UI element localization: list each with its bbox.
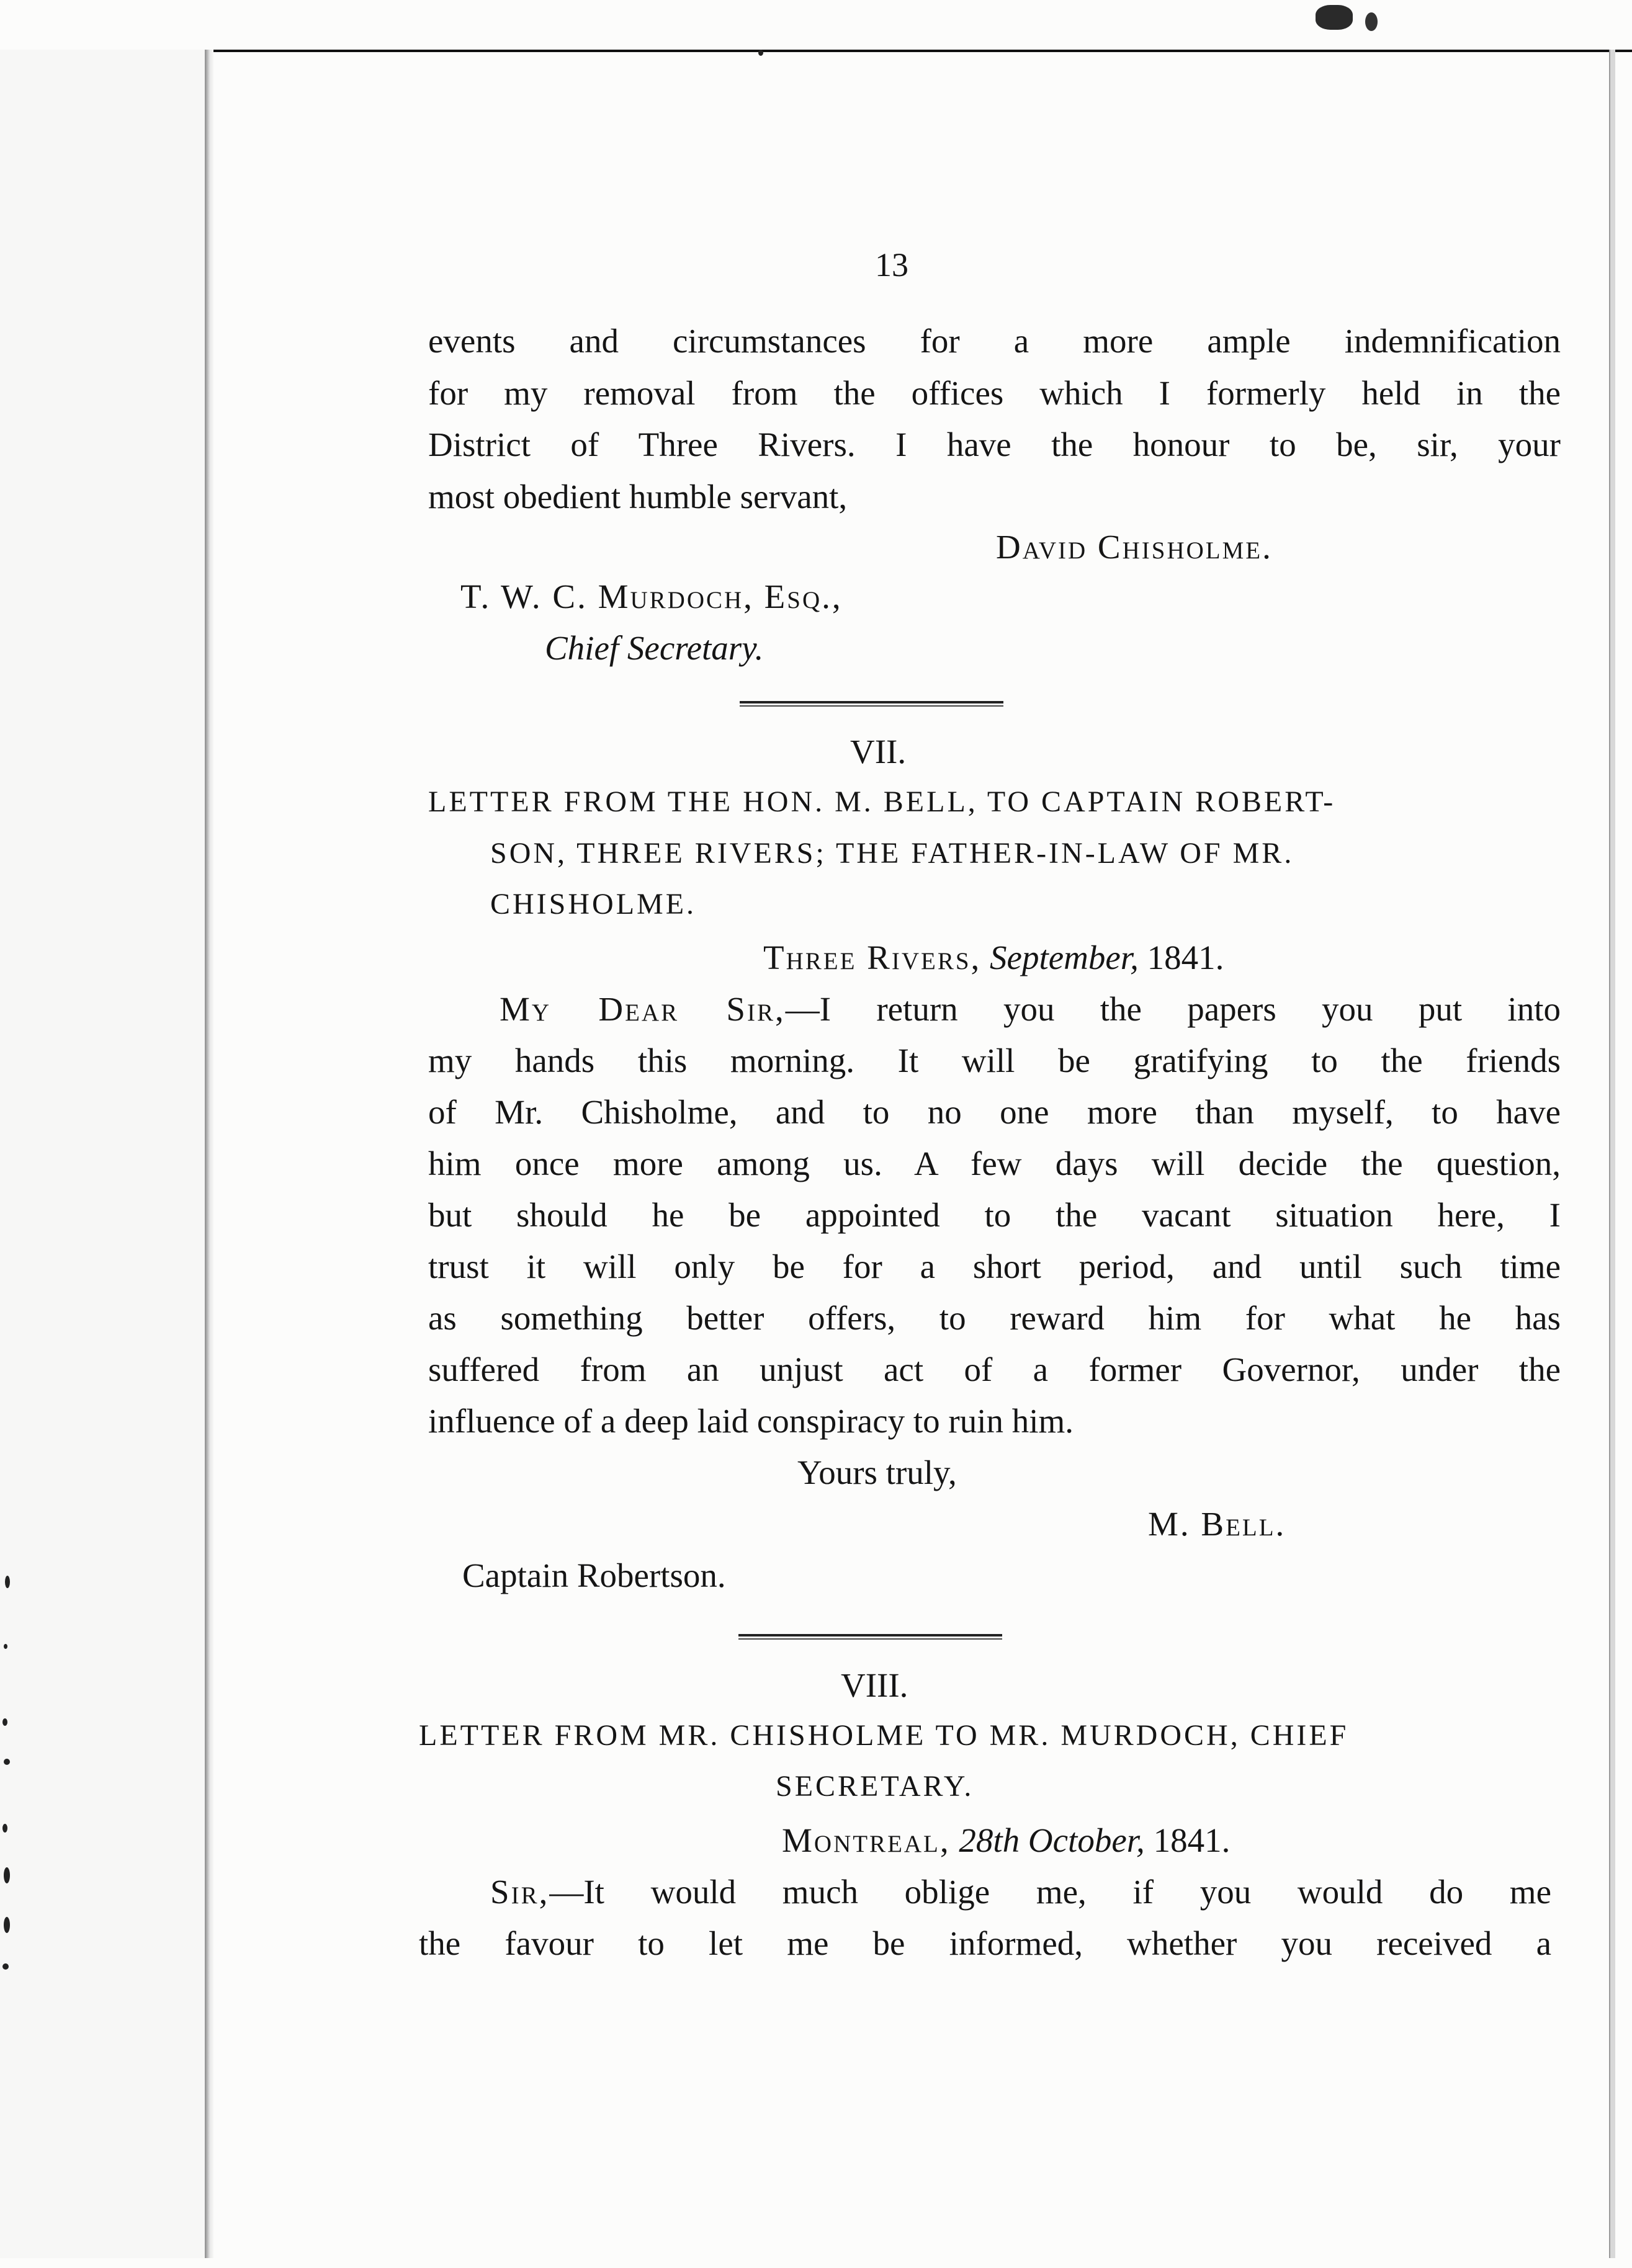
- body-line: trust it will only be for a short period, and until such time: [428, 1248, 1561, 1285]
- body-text: —I return you the papers you put into: [785, 990, 1561, 1028]
- body-line: District of Three Rivers. I have the honour to be, sir, your: [428, 426, 1561, 463]
- dateline-day: 28th October,: [959, 1821, 1145, 1859]
- book-page: [217, 52, 1607, 2248]
- body-line: [500, 992, 1561, 1026]
- dateline-month: September,: [990, 939, 1139, 976]
- body-line: most obedient humble servant,: [428, 478, 848, 516]
- section-numeral: VII.: [850, 733, 907, 770]
- addressee-name: T. W. C. Murdoch, Esq.,: [460, 578, 843, 615]
- closing: Yours truly,: [797, 1453, 957, 1491]
- dateline: [782, 1823, 1230, 1857]
- body-line: as something better offers, to reward him for what he has: [428, 1299, 1561, 1337]
- dateline-year: 1841.: [1153, 1821, 1231, 1859]
- body-line: the favour to let me be informed, whether you received a: [419, 1924, 1551, 1962]
- body-line: suffered from an unjust act of a former Governor, under the: [428, 1351, 1561, 1388]
- dateline-place: Three Rivers,: [763, 939, 982, 976]
- signature-chisholme: David Chisholme.: [996, 528, 1273, 566]
- section-heading: SON, THREE RIVERS; THE FATHER-IN-LAW OF MR.: [490, 837, 1294, 870]
- body-line: my hands this morning. It will be gratifying to the friends: [428, 1042, 1561, 1079]
- section-heading: LETTER FROM MR. CHISHOLME TO MR. MURDOCH, CHIEF: [419, 1719, 1349, 1752]
- salutation: My Dear Sir,: [500, 990, 786, 1028]
- body-line: for my removal from the offices which I formerly held in the: [428, 374, 1561, 412]
- page-number: 13: [875, 246, 908, 284]
- section-heading: CHISHOLME.: [490, 888, 697, 921]
- body-line: events and circumstances for a more ample indemnification: [428, 322, 1561, 360]
- section-heading: LETTER FROM THE HON. M. BELL, TO CAPTAIN ROBERT-: [428, 785, 1336, 818]
- facing-page-edge: [0, 50, 210, 2258]
- body-line: him once more among us. A few days will decide the question,: [428, 1145, 1561, 1182]
- section-divider: [738, 1634, 1002, 1636]
- dateline-year: 1841.: [1147, 939, 1224, 976]
- page-right-edge: [1609, 50, 1615, 2258]
- body-text: —It would much oblige me, if you would do me: [549, 1873, 1551, 1911]
- body-line: influence of a deep laid conspiracy to ruin him.: [428, 1402, 1074, 1440]
- dateline: [763, 940, 1224, 975]
- body-line: of Mr. Chisholme, and to no one more than myself, to have: [428, 1093, 1561, 1131]
- section-divider: [740, 701, 1003, 703]
- addressee-title: Chief Secretary.: [545, 629, 764, 667]
- scan-speck: [1316, 5, 1353, 30]
- scan-top-border: [0, 0, 1632, 52]
- section-numeral: VIII.: [841, 1666, 908, 1704]
- body-line: [490, 1875, 1551, 1909]
- body-line: but should he be appointed to the vacant situation here, I: [428, 1196, 1561, 1234]
- addressee: Captain Robertson.: [462, 1556, 726, 1594]
- signature-bell: M. Bell.: [1148, 1505, 1286, 1543]
- section-heading: SECRETARY.: [776, 1770, 974, 1803]
- salutation: Sir,: [490, 1873, 550, 1911]
- dateline-place: Montreal,: [782, 1821, 951, 1859]
- scan-speck: [1365, 12, 1378, 31]
